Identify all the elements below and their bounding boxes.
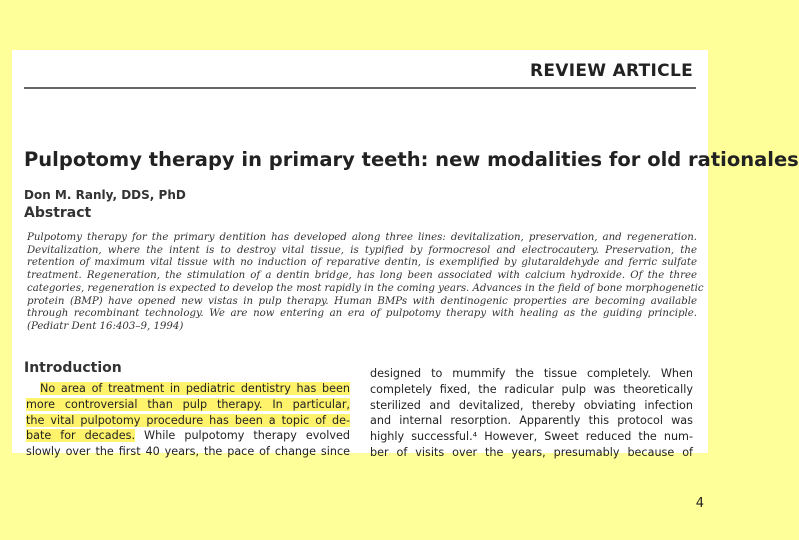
column-line: slowly over the first 40 years, the pace of change since: [26, 445, 350, 459]
highlighted-text: more controversial than pulp therapy. In particular,: [26, 397, 350, 411]
column-line: ber of visits over the years, presumably because of: [370, 445, 693, 459]
column-text: While pulpotomy therapy evolved: [135, 429, 350, 443]
column-line: and internal resorption. Apparently this protocol was: [370, 414, 693, 428]
column-line: designed to mummify the tissue completely. When: [370, 367, 693, 380]
header-rule: [24, 87, 696, 89]
abstract-line: treatment. Regeneration, the stimulation of a dentin bridge, has long been associated with calcium hydroxide. Of the three: [27, 270, 697, 282]
introduction-left-column: [26, 381, 350, 460]
highlighted-text: bate for decades.: [26, 429, 136, 443]
column-line: [26, 381, 350, 397]
abstract-body: [27, 232, 704, 334]
column-line: [26, 397, 350, 413]
column-line: [26, 413, 350, 429]
highlighted-text: the vital pulpotomy procedure has been a topic of de-: [26, 413, 350, 427]
highlighted-text: No area of treatment in pediatric dentistry has been: [40, 382, 350, 395]
abstract-line: retention of maximum vital tissue with no induction of reparative dentin, is exemplified by glutaraldehyde and ferric sulfate: [27, 257, 697, 269]
abstract-line: through recombinant technology. We are now entering an era of pulpotomy therapy with healing as the guiding principle.: [27, 308, 697, 320]
abstract-citation: (Pediatr Dent 16:403–9, 1994): [27, 320, 184, 332]
abstract-heading: Abstract: [24, 205, 92, 221]
page-number: 4: [695, 496, 704, 511]
article-title: Pulpotomy therapy in primary teeth: new modalities for old rationales: [24, 148, 799, 171]
author-line: Don M. Ranly, DDS, PhD: [24, 188, 186, 202]
abstract-line: categories, regeneration is expected to develop the most rapidly in the coming years. Advances in the field of bone morphogenetic: [27, 282, 704, 294]
column-line: highly successful.⁴ However, Sweet reduced the num-: [370, 430, 693, 444]
column-line: completely fixed, the radicular pulp was theoretically: [370, 382, 693, 396]
column-line: sterilized and devitalized, thereby obviating infection: [370, 398, 693, 412]
introduction-heading: Introduction: [24, 360, 122, 376]
abstract-line: Devitalization, where the intent is to destroy vital tissue, is typified by formocresol and electrocautery. Preservation, the: [27, 244, 697, 256]
abstract-line: protein (BMP) have opened new vistas in pulp therapy. Human BMPs with dentinogenic properties are becoming available: [27, 295, 697, 307]
review-article-banner: REVIEW ARTICLE: [530, 61, 693, 81]
column-line: [26, 428, 350, 444]
abstract-line: Pulpotomy therapy for the primary dentition has developed along three lines: devitalization, preservation, and regeneration.: [27, 232, 697, 243]
article-scan: [12, 50, 799, 459]
introduction-right-column: [370, 366, 693, 461]
